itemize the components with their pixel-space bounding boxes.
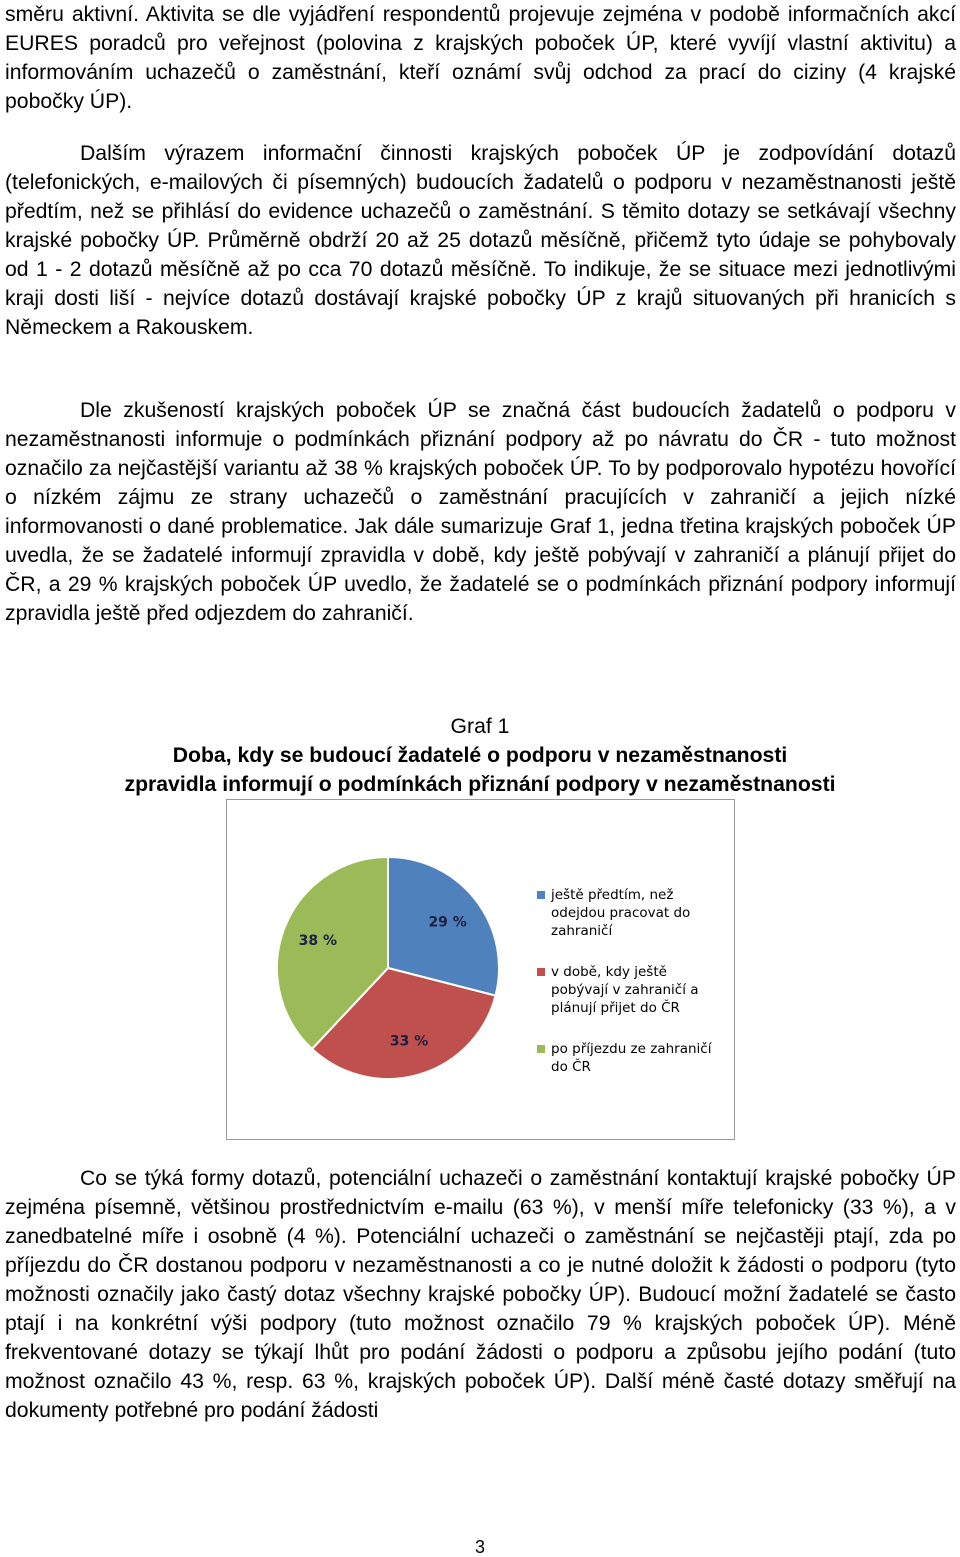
legend-label-1: ještě předtím, než odejdou pracovat do zahraničí — [551, 887, 691, 939]
pie-slice-label-1: 29 % — [428, 914, 467, 931]
legend-item-3 — [537, 1040, 732, 1076]
legend-swatch-3 — [537, 1045, 545, 1053]
figure-title-line-2: zpravidla informují o podmínkách přiznání podpory v nezaměstnanosti — [124, 773, 836, 796]
figure-title-line-1: Doba, kdy se budoucí žadatelé o podporu v nezaměstnanosti — [172, 744, 788, 767]
figure-label: Graf 1 — [450, 715, 510, 738]
pie-slice-label-2: 33 % — [389, 1033, 429, 1050]
page-number: 3 — [474, 1537, 485, 1557]
paragraph-continuation: směru aktivní. Aktivita se dle vyjádření respondentů projevuje zejména v podobě informačních akcí EURES poradců pro veřejnost (polovina z krajských poboček ÚP, které vyvíjí vlastní aktivitu) a informováním uchazečů o zaměstnání, kteří oznámí svůj odchod za prací do ciziny (4 krajské pobočky ÚP). — [5, 3, 956, 113]
paragraph-inquiry-forms: Co se týká formy dotazů, potenciální uchazeči o zaměstnání kontaktují krajské pobočky ÚP zejména písemně, většinou prostřednictvím e-mailu (63 %), v menší míře telefonicky (33 %), a v zanedbatelné míře i osobně (4 %). Potenciální uchazeči o zaměstnání se nejčastěji ptají, zda po příjezdu do ČR dostanou podporu v nezaměstnanosti a co je nutné doložit k žádosti o podporu (tyto možnosti označily jako častý dotaz všechny krajské pobočky ÚP). Budoucí možní žadatelé se často ptají i na konkrétní výši podpory (tuto možnost označilo 79 % krajských poboček ÚP). Méně frekventované dotazy se týkají lhůt pro podání žádosti o podporu a způsobu jejího podání (tuto možnost označilo 43 %, resp. 63 %, krajských poboček ÚP). Další méně časté dotazy směřují na dokumenty potřebné pro podání žádosti — [5, 1167, 956, 1422]
legend-item-2 — [537, 963, 732, 1017]
pie-slice-label-3: 38 % — [298, 933, 338, 950]
legend-swatch-1 — [537, 891, 545, 899]
paragraph-inquiries: Dalším výrazem informační činnosti krajských poboček ÚP je zodpovídání dotazů (telefonických, e-mailových či písemných) budoucích žadatelů o podporu v nezaměstnanosti ještě předtím, než se přihlásí do evidence uchazečů o zaměstnání. S těmito dotazy se setkávají všechny krajské pobočky ÚP. Průměrně obdrží 20 až 25 dotazů měsíčně, přičemž tyto údaje se pohybovaly od 1 - 2 dotazů měsíčně až po cca 70 dotazů měsíčně. To indikuje, že se situace mezi jednotlivými kraji dosti liší - nejvíce dotazů dostávají krajské pobočky ÚP z krajů situovaných při hranicích s Německem a Rakouskem. — [5, 142, 956, 339]
paragraph-experience: Dle zkušeností krajských poboček ÚP se značná část budoucích žadatelů o podporu v nezaměstnanosti informuje o podmínkách přiznání podpory až po návratu do ČR - tuto možnost označilo za nejčastější variantu až 38 % krajských poboček ÚP. To by podporovalo hypotézu hovořící o nízkém zájmu ze strany uchazečů o zaměstnání pracujících v zahraničí a jejich nízké informovanosti o dané problematice. Jak dále sumarizuje Graf 1, jedna třetina krajských poboček ÚP uvedla, že se žadatelé informují zpravidla v době, kdy ještě pobývají v zahraničí a plánují přijet do ČR, a 29 % krajských poboček ÚP uvedlo, že žadatelé se o podmínkách přiznání podpory informují zpravidla ještě před odjezdem do zahraničí. — [5, 399, 956, 625]
chart-legend — [537, 886, 732, 1099]
legend-item-1 — [537, 886, 732, 940]
legend-swatch-2 — [537, 968, 545, 976]
figure-title — [0, 741, 960, 799]
pie-chart-frame — [226, 799, 735, 1140]
legend-label-2: v době, kdy ještě pobývají v zahraničí a plánují přijet do ČR — [551, 964, 699, 1016]
legend-label-3: po příjezdu ze zahraničí do ČR — [551, 1041, 712, 1075]
